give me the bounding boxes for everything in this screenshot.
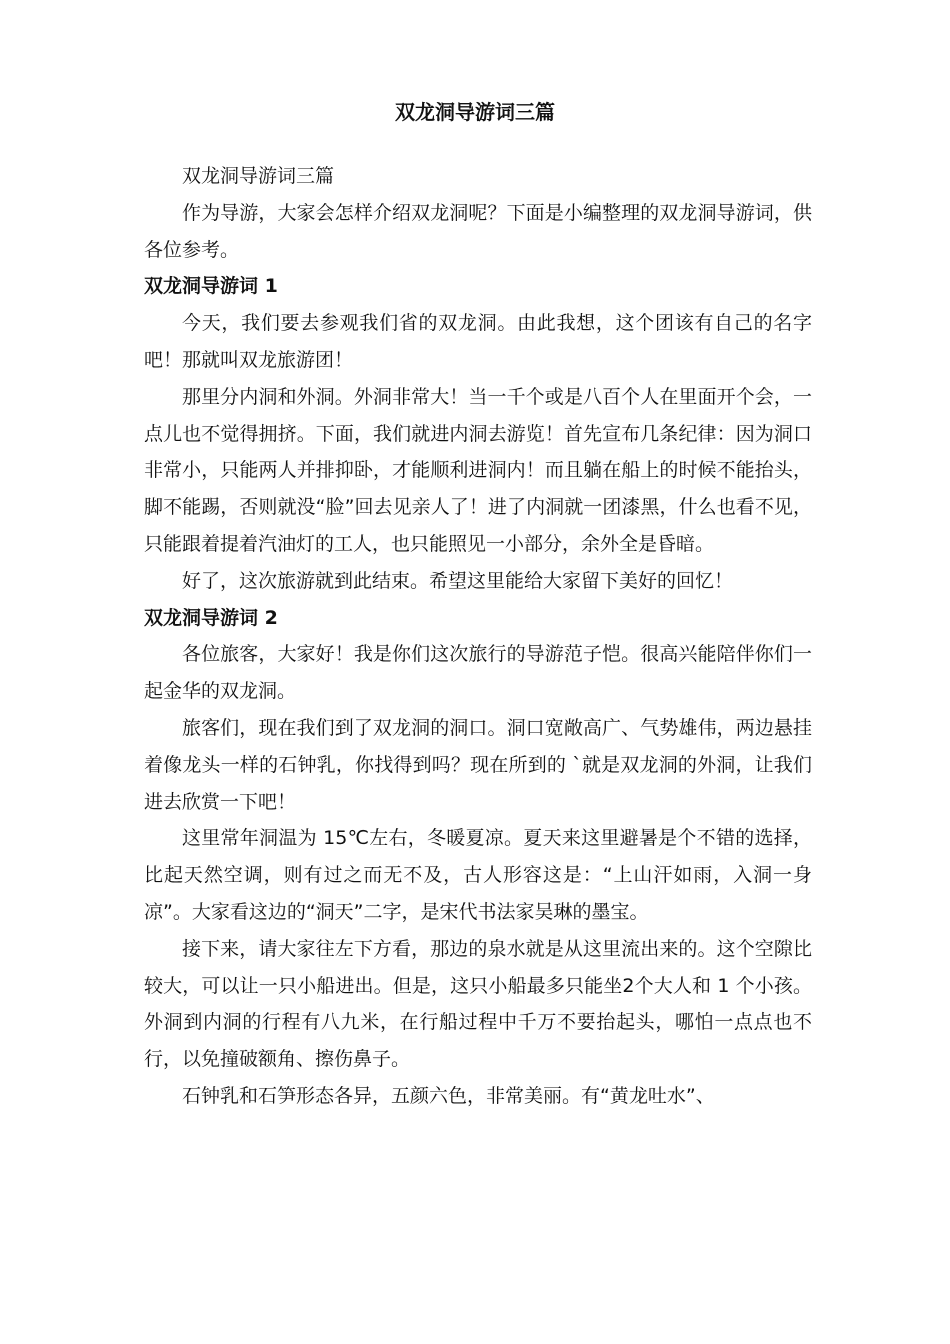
section-2-heading: 双龙洞导游词 2	[144, 606, 278, 629]
section-2-paragraph-4: 接下来，请大家往左下方看，那边的泉水就是从这里流出来的。这个空隙比较大，可以让一只小船进出。但是，这只小船最多只能坐2个大人和 1 个小孩。外洞到内洞的行程有八九米，在行船过程中千万不要抬起头，哪怕一点点也不行，以免撞破额角、擦伤鼻子。	[144, 937, 812, 1071]
section-2-paragraph-2: 旅客们，现在我们到了双龙洞的洞口。洞口宽敞高广、气势雄伟，两边悬挂着像龙头一样的石钟乳，你找得到吗？现在所到的 `就是双龙洞的外洞，让我们进去欣赏一下吧！	[144, 716, 812, 813]
section-1-paragraph-1: 今天，我们要去参观我们省的双龙洞。由此我想，这个团该有自己的名字吧！那就叫双龙旅游团！	[144, 312, 812, 371]
section-1-heading: 双龙洞导游词 1	[144, 275, 278, 298]
section-2-paragraph-3: 这里常年洞温为 15℃左右，冬暖夏凉。夏天来这里避暑是个不错的选择，比起天然空调，则有过之而无不及，古人形容这是：“上山汗如雨，入洞一身凉”。大家看这边的“洞天”二字，是宋代书法家吴琳的墨宝。	[144, 827, 812, 923]
section-2-paragraph-1: 各位旅客，大家好！我是你们这次旅行的导游范子恺。很高兴能陪伴你们一起金华的双龙洞。	[144, 643, 812, 703]
intro-paragraph: 作为导游，大家会怎样介绍双龙洞呢？下面是小编整理的双龙洞导游词，供各位参考。	[144, 201, 812, 261]
section-2-paragraph-5: 石钟乳和石笋形态各异，五颜六色，非常美丽。有“黄龙吐水”、	[182, 1084, 715, 1107]
section-1-paragraph-2: 那里分内洞和外洞。外洞非常大！当一千个或是八百个人在里面开个会，一点儿也不觉得拥挤。下面，我们就进内洞去游览！首先宣布几条纪律：因为洞口非常小，只能两人并排抑卧，才能顺利进洞内！而且躺在船上的时候不能抬头，脚不能踢，否则就没“脸”回去见亲人了！进了内洞就一团漆黑，什么也看不见，只能跟着提着汽油灯的工人，也只能照见一小部分，余外全是昏暗。	[144, 385, 812, 555]
document-body	[144, 158, 812, 1115]
section-1-paragraph-3: 好了，这次旅游就到此结束。希望这里能给大家留下美好的回忆！	[182, 569, 734, 592]
intro-subtitle: 双龙洞导游词三篇	[182, 165, 335, 187]
document-title: 双龙洞导游词三篇	[395, 100, 555, 124]
